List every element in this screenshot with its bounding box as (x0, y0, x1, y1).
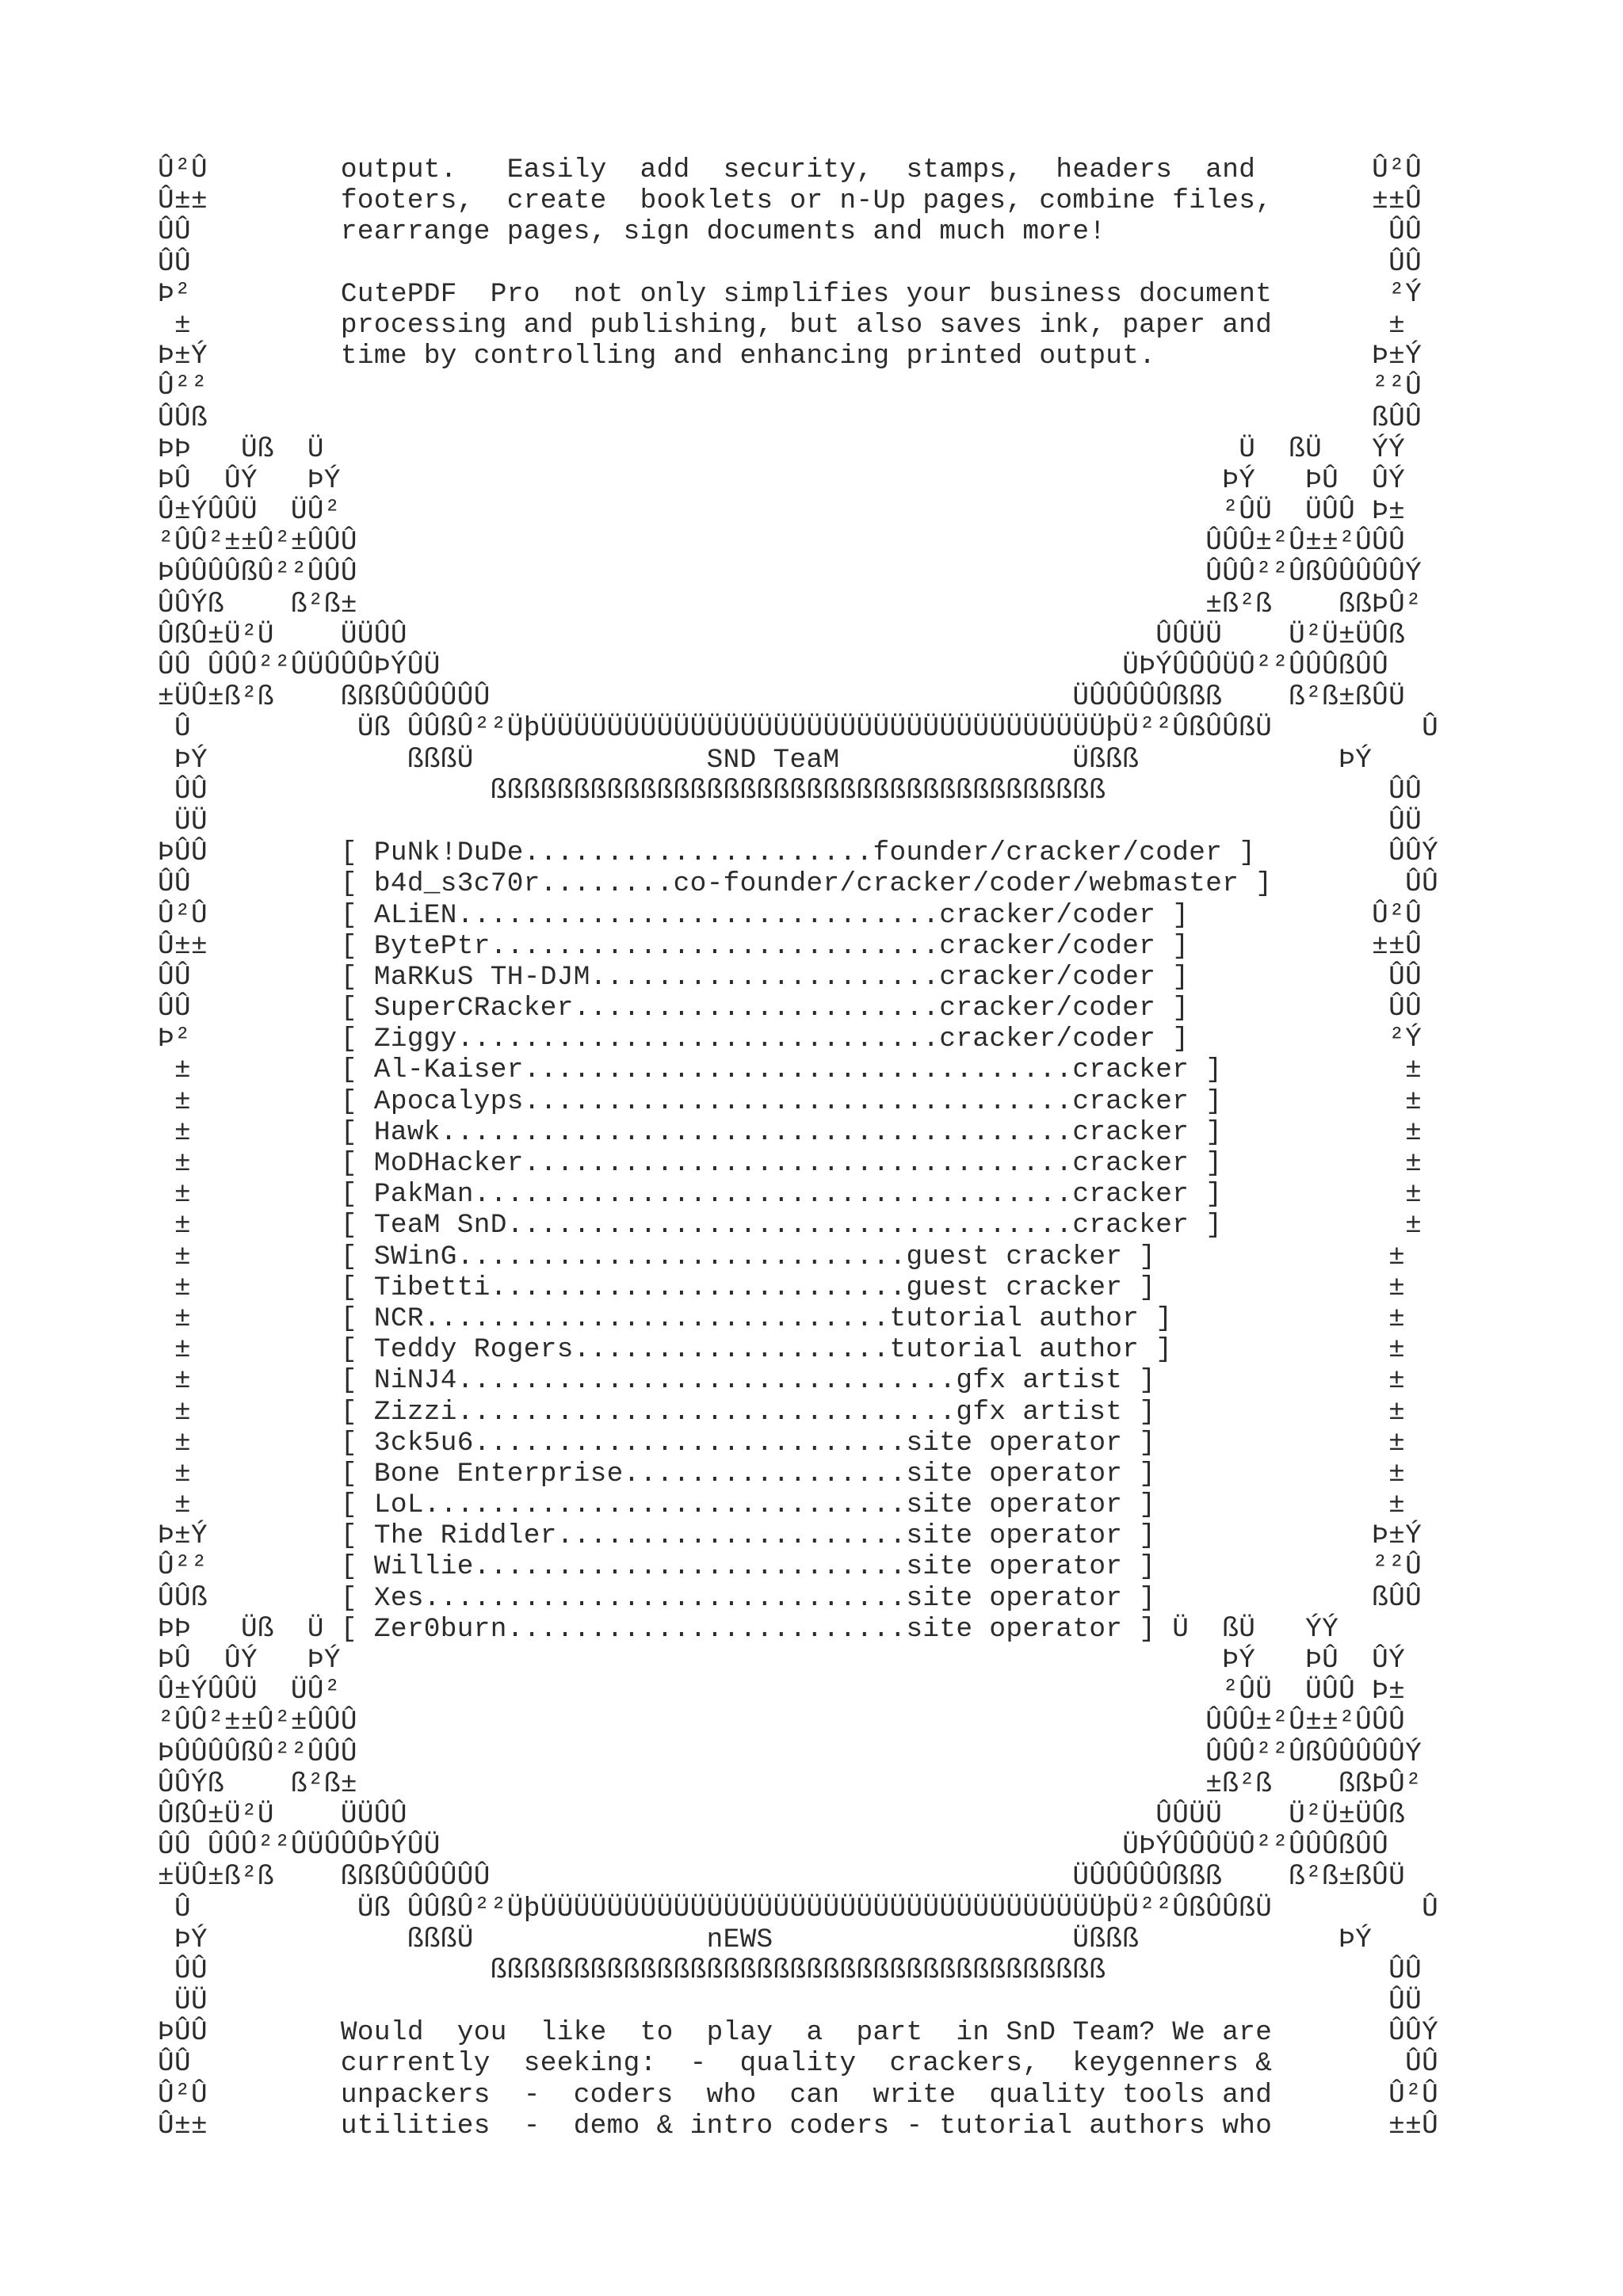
nfo-text-block (158, 154, 1438, 2142)
text-line: ± [ Zizzi..............................gfx artist ] ± (158, 1396, 1423, 1428)
text-line: ± [ 3ck5u6..........................site operator ] ± (158, 1427, 1423, 1459)
text-line: Û±± utilities - demo & intro coders - tutorial authors who ±±Û (158, 2110, 1439, 2142)
text-line: ÞÛÛ Would you like to play a part in SnD Team? We are ÛÛÝ (158, 2017, 1439, 2049)
text-line: ÛÛß [ Xes.............................site operator ] ßÛÛ (158, 1582, 1423, 1614)
text-line: Û²² ²²Û (158, 372, 1423, 403)
text-line: ± [ Teddy Rogers...................tutorial author ] ± (158, 1334, 1423, 1366)
text-line: ± [ SWinG...........................guest cracker ] ± (158, 1241, 1423, 1272)
text-line: ± [ MoDHacker.................................cracker ] ± (158, 1148, 1439, 1179)
text-line: Þ² [ Ziggy.............................cracker/coder ] ²Ý (158, 1024, 1423, 1055)
text-line: ± [ Hawk......................................cracker ] ± (158, 1116, 1439, 1148)
text-line: Û±± footers, create booklets or n-Up pages, combine files, ±±Û (158, 185, 1423, 217)
text-line: ÜÜ ÛÜ (158, 806, 1423, 837)
text-line: ÞÞ Üß Ü [ Zer0burn........................site operator ] Ü ßÜ ÝÝ (158, 1613, 1339, 1645)
text-line: ±ÜÛ±ß²ß ßßßÛÛÛÛÛÛ ÜÛÛÛÛÛßßß ß²ß±ßÛÜ (158, 682, 1406, 714)
text-line: ± [ Al-Kaiser.................................cracker ] ± (158, 1055, 1439, 1086)
text-line: Û²² [ Willie..........................site operator ] ²²Û (158, 1551, 1423, 1583)
text-line: ÛÛÝß ß²ß± ±ß²ß ßßÞÛ² (158, 589, 1423, 620)
text-line: Û Üß ÛÛßÛ²²ÜþÜÜÜÜÜÜÜÜÜÜÜÜÜÜÜÜÜÜÜÜÜÜÜÜÜÜÜÜÜÜÜÜÜÜþÜ²²ÛßÛÛßÜ Û (158, 713, 1439, 745)
text-line: ±ÜÛ±ß²ß ßßßÛÛÛÛÛÛ ÜÛÛÛÛÛßßß ß²ß±ßÛÜ (158, 1862, 1406, 1894)
text-line: ± [ NiNJ4..............................gfx artist ] ± (158, 1365, 1423, 1397)
text-line: Þ² CutePDF Pro not only simplifies your business document ²Ý (158, 278, 1423, 310)
text-line: ÛÛ ßßßßßßßßßßßßßßßßßßßßßßßßßßßßßßßßßßßßß ÛÛ (158, 1955, 1423, 1986)
text-line: ÜÜ ÛÜ (158, 1986, 1423, 2018)
text-line: ÞÝ ßßßÜ SND TeaM Üßßß ÞÝ (158, 744, 1373, 776)
text-line: Þ±Ý [ The Riddler.....................site operator ] Þ±Ý (158, 1520, 1423, 1552)
text-line: ± [ Tibetti.........................guest cracker ] ± (158, 1272, 1423, 1303)
text-line: ÛÛ currently seeking: - quality crackers, keygenners & ÛÛ (158, 2048, 1439, 2080)
text-line: ± [ NCR............................tutorial author ] ± (158, 1302, 1423, 1334)
text-line: Û²Û unpackers - coders who can write quality tools and Û²Û (158, 2079, 1439, 2111)
text-line: ÛßÛ±Ü²Ü ÜÜÛÛ ÛÛÜÜ Ü²Ü±ÜÛß (158, 1799, 1406, 1831)
text-line: ÛÛ rearrange pages, sign documents and much more! ÛÛ (158, 216, 1423, 248)
text-line: ÛÛ ÛÛÛ²²ÛÜÛÛÛÞÝÛÜ ÜÞÝÛÛÛÜÛ²²ÛÛÛßÛÛ (158, 1831, 1389, 1863)
text-line: Û Üß ÛÛßÛ²²ÜþÜÜÜÜÜÜÜÜÜÜÜÜÜÜÜÜÜÜÜÜÜÜÜÜÜÜÜÜÜÜÜÜÜÜþÜ²²ÛßÛÛßÜ Û (158, 1893, 1439, 1924)
text-line: ÞÛÛÛÛßÛ²²ÛÛÛ ÛÛÛ²²ÛßÛÛÛÛÛÝ (158, 1737, 1423, 1769)
text-line: ÛÛÝß ß²ß± ±ß²ß ßßÞÛ² (158, 1768, 1423, 1800)
text-line: ÞÛÛÛÛßÛ²²ÛÛÛ ÛÛÛ²²ÛßÛÛÛÛÛÝ (158, 558, 1423, 589)
text-line: ²ÛÛ²±±Û²±ÛÛÛ ÛÛÛ±²Û±±²ÛÛÛ (158, 527, 1406, 559)
text-line: ± [ Apocalyps.................................cracker ] ± (158, 1085, 1439, 1117)
text-line: ± [ PakMan....................................cracker ] ± (158, 1179, 1439, 1211)
text-line: ÛÛ ßßßßßßßßßßßßßßßßßßßßßßßßßßßßßßßßßßßßß ÛÛ (158, 775, 1423, 807)
text-line: ± [ LoL.............................site operator ] ± (158, 1489, 1423, 1521)
text-line: Þ±Ý time by controlling and enhancing printed output. Þ±Ý (158, 341, 1423, 372)
text-line: Û²Û [ ALiEN.............................cracker/coder ] Û²Û (158, 899, 1423, 931)
text-line: ÞÛÛ [ PuNk!DuDe.....................founder/cracker/coder ] ÛÛÝ (158, 837, 1439, 869)
text-line: ÛßÛ±Ü²Ü ÜÜÛÛ ÛÛÜÜ Ü²Ü±ÜÛß (158, 620, 1406, 651)
text-line: Û²Û output. Easily add security, stamps, headers and Û²Û (158, 154, 1423, 185)
text-line: ± [ TeaM SnD..................................cracker ] ± (158, 1210, 1439, 1241)
text-line: ÞÞ Üß Ü Ü ßÜ ÝÝ (158, 433, 1406, 465)
text-line: Û±ÝÛÛÜ ÜÛ² ²ÛÜ ÜÛÛ Þ± (158, 1676, 1406, 1707)
text-line: Û±± [ BytePtr...........................cracker/coder ] ±±Û (158, 930, 1423, 962)
text-line: ÛÛ ÛÛÛ²²ÛÜÛÛÛÞÝÛÜ ÜÞÝÛÛÛÜÛ²²ÛÛÛßÛÛ (158, 651, 1389, 682)
text-line: ± processing and publishing, but also saves ink, paper and ± (158, 309, 1423, 341)
text-line: ± [ Bone Enterprise.................site operator ] ± (158, 1458, 1423, 1489)
text-line: ÛÛ [ MaRKuS TH-DJM.....................cracker/coder ] ÛÛ (158, 961, 1423, 993)
text-line: ÞÛ ÛÝ ÞÝ ÞÝ ÞÛ ÛÝ (158, 1645, 1406, 1676)
text-line: ÛÛ [ SuperCRacker......................cracker/coder ] ÛÛ (158, 993, 1423, 1024)
text-line: ÛÛß ßÛÛ (158, 402, 1423, 434)
text-line: ÞÛ ÛÝ ÞÝ ÞÝ ÞÛ ÛÝ (158, 464, 1406, 496)
text-line: ÛÛ [ b4d_s3c70r........co-founder/cracker/coder/webmaster ] ÛÛ (158, 868, 1439, 900)
text-line: ÛÛ ÛÛ (158, 247, 1423, 279)
text-line: ÞÝ ßßßÜ nEWS Üßßß ÞÝ (158, 1924, 1373, 1955)
text-line: ²ÛÛ²±±Û²±ÛÛÛ ÛÛÛ±²Û±±²ÛÛÛ (158, 1707, 1406, 1738)
text-line: Û±ÝÛÛÜ ÜÛ² ²ÛÜ ÜÛÛ Þ± (158, 496, 1406, 528)
